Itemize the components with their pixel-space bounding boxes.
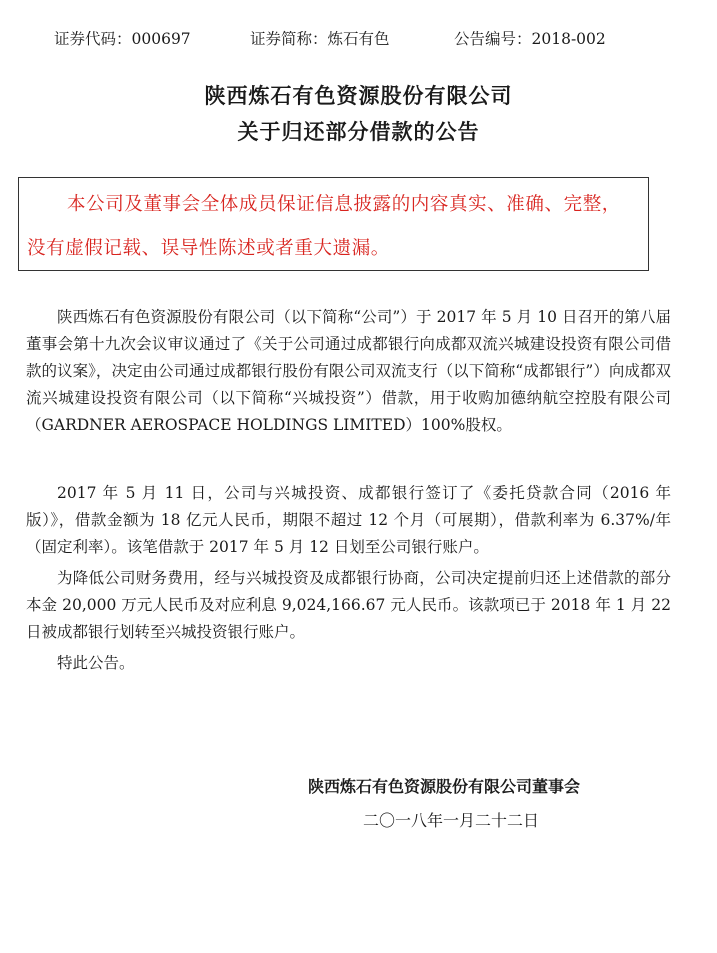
disclosure-notice-line-1: 本公司及董事会全体成员保证信息披露的内容真实、准确、完整， (67, 194, 621, 215)
announcement-number: 公告编号：2018-002 (454, 30, 606, 48)
body-paragraph-1: 陕西炼石有色资源股份有限公司（以下简称“公司”）于 2017 年 5 月 10 日召开的第八届董事会第十九次会议审议通过了《关于公司通过成都银行向成都双流兴城建设投资有限公司借款的议案》，决定由公司通过成都银行股份有限公司双流支行（以下简称“成都银行”）向成都双流兴城建设投资有限公司（以下简称“兴城投资”）借款，用于收购加德纳航空控股有限公司（GARDNER AEROSPACE HOLDINGS LIMITED）100%股权。 (26, 308, 671, 434)
signature-company: 陕西炼石有色资源股份有限公司董事会 (308, 777, 581, 796)
disclosure-notice-box (18, 177, 649, 271)
company-title: 陕西炼石有色资源股份有限公司 (204, 84, 513, 108)
stock-short-name: 证券简称：炼石有色 (250, 30, 390, 48)
body-paragraph-2: 2017 年 5 月 11 日，公司与兴城投资、成都银行签订了《委托贷款合同（2016 年版）》，借款金额为 18 亿元人民币，期限不超过 12 个月（可展期），借款利率为 6.37%/年（固定利率）。该笔借款于 2017 年 5 月 12 日划至公司银行账户。 (26, 484, 671, 556)
signature-date: 二〇一八年一月二十二日 (363, 811, 540, 830)
stock-code: 证券代码：000697 (54, 30, 191, 48)
disclosure-notice-line-2: 没有虚假记载、误导性陈述或者重大遗漏。 (27, 238, 390, 259)
body-paragraph-3: 为降低公司财务费用，经与兴城投资及成都银行协商，公司决定提前归还上述借款的部分本金 20,000 万元人民币及对应利息 9,024,166.67 元人民币。该款项已于 2018 年 1 月 22 日被成都银行划转至兴城投资银行账户。 (26, 569, 671, 641)
closing-statement: 特此公告。 (57, 654, 135, 672)
announcement-title: 关于归还部分借款的公告 (237, 120, 480, 144)
document-header (54, 27, 677, 49)
